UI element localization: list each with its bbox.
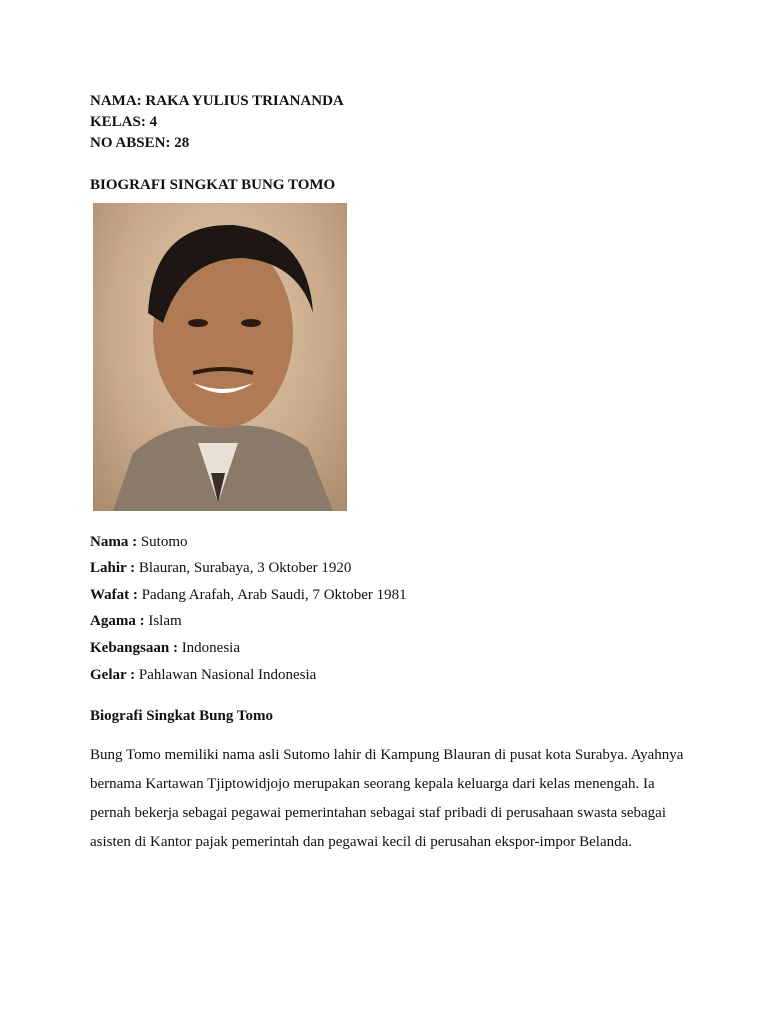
field-lahir xyxy=(90,560,351,577)
label: NAMA xyxy=(90,93,137,109)
field-value: Pahlawan Nasional Indonesia xyxy=(135,667,317,683)
field-label: Lahir : xyxy=(90,560,136,576)
header-row-kelas xyxy=(90,114,157,131)
label: KELAS xyxy=(90,114,141,130)
header-row-nama xyxy=(90,93,344,110)
portrait-icon xyxy=(93,203,347,511)
field-kebangsaan xyxy=(90,640,240,657)
field-value: Padang Arafah, Arab Saudi, 7 Oktober 1981 xyxy=(137,587,407,603)
biography-paragraph: Bung Tomo memiliki nama asli Sutomo lahir di Kampung Blauran di pusat kota Surabya. Ayahnya bernama Kartawan Tjiptowidjojo merupakan seorang kepala keluarga dari kelas menengah. Ia pernah bekerja sebagai pegawai pemerintahan sebagai staf pribadi di perusahaan swasta sebagai asisten di Kantor pajak pemerintah dan pegawai kecil di perusahan ekspor-impor Belanda. xyxy=(90,747,684,850)
field-value: Blauran, Surabaya, 3 Oktober 1920 xyxy=(135,560,352,576)
field-agama xyxy=(90,613,182,630)
field-value: Islam xyxy=(144,613,182,629)
field-label: Gelar : xyxy=(90,667,136,683)
section-title: Biografi Singkat Bung Tomo xyxy=(90,708,273,724)
value: : 4 xyxy=(140,114,158,130)
field-value: Indonesia xyxy=(177,640,241,656)
label: NO ABSEN xyxy=(90,135,166,151)
portrait-photo xyxy=(93,203,347,511)
field-label: Wafat : xyxy=(90,587,138,603)
header-row-absen xyxy=(90,135,189,152)
field-label: Nama : xyxy=(90,534,138,550)
value: : RAKA YULIUS TRIANANDA xyxy=(136,93,344,109)
field-gelar xyxy=(90,667,316,684)
field-label: Agama : xyxy=(90,613,145,629)
field-label: Kebangsaan : xyxy=(90,640,178,656)
value: : 28 xyxy=(165,135,190,151)
document-title: BIOGRAFI SINGKAT BUNG TOMO xyxy=(90,177,336,193)
field-wafat xyxy=(90,587,407,604)
field-value: Sutomo xyxy=(137,534,188,550)
field-nama xyxy=(90,534,188,551)
